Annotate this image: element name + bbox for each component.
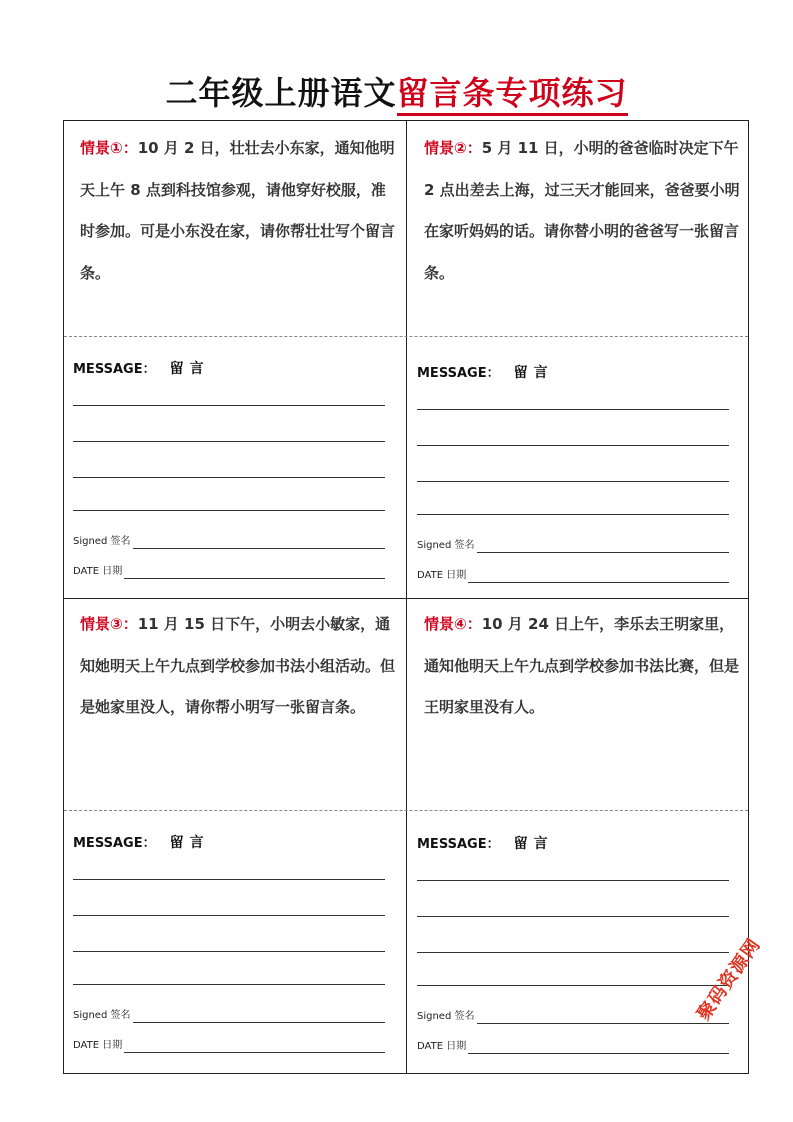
date-line[interactable] xyxy=(468,572,729,583)
signed-row[interactable] xyxy=(73,1009,385,1023)
message-header xyxy=(417,363,729,383)
writing-line[interactable] xyxy=(73,510,385,511)
message-cn-label: 留言 xyxy=(513,365,554,381)
date-row[interactable] xyxy=(73,565,385,579)
signed-row[interactable] xyxy=(417,1010,729,1024)
writing-line[interactable] xyxy=(73,915,385,916)
message-label: MESSAGE： xyxy=(73,836,156,851)
page-title xyxy=(0,68,793,114)
date-label: DATE 日期 xyxy=(417,1041,467,1052)
message-box-2 xyxy=(417,363,729,583)
message-cn-label: 留言 xyxy=(169,361,210,377)
scene-2-label: 情景②： xyxy=(424,139,482,157)
message-box-1 xyxy=(73,359,385,579)
signed-line[interactable] xyxy=(477,1013,730,1024)
message-cn-label: 留言 xyxy=(513,836,554,852)
date-label: DATE 日期 xyxy=(73,566,123,577)
writing-line[interactable] xyxy=(73,477,385,478)
writing-line[interactable] xyxy=(417,952,729,953)
writing-line[interactable] xyxy=(417,985,729,986)
dashed-divider-bottom xyxy=(64,810,748,811)
writing-line[interactable] xyxy=(73,984,385,985)
writing-line[interactable] xyxy=(73,405,385,406)
signed-label: Signed 签名 xyxy=(417,540,475,551)
message-label: MESSAGE： xyxy=(417,837,500,852)
vertical-divider xyxy=(406,121,407,1073)
signed-label: Signed 签名 xyxy=(73,536,131,547)
title-main: 二年级上册语文 xyxy=(165,74,397,112)
dashed-divider-top xyxy=(64,336,748,337)
date-line[interactable] xyxy=(468,1043,729,1054)
signed-label: Signed 签名 xyxy=(417,1011,475,1022)
signed-line[interactable] xyxy=(133,1012,386,1023)
writing-line[interactable] xyxy=(417,880,729,881)
horizontal-divider xyxy=(64,598,748,599)
message-cn-label: 留言 xyxy=(169,835,210,851)
date-label: DATE 日期 xyxy=(73,1040,123,1051)
date-label: DATE 日期 xyxy=(417,570,467,581)
date-row[interactable] xyxy=(73,1039,385,1053)
message-label: MESSAGE： xyxy=(417,366,500,381)
writing-line[interactable] xyxy=(73,951,385,952)
watermark: 聚码资源网 xyxy=(693,934,765,1025)
writing-line[interactable] xyxy=(73,879,385,880)
scene-2-text: 5 月 11 日，小明的爸爸临时决定下午 2 点出差去上海，过三天才能回来，爸爸要小明在家听妈妈的话。请你替小明的爸爸写一张留言条。 xyxy=(424,139,740,282)
writing-line[interactable] xyxy=(417,514,729,515)
message-box-3 xyxy=(73,833,385,1053)
message-header xyxy=(73,833,385,853)
scene-3 xyxy=(80,604,396,729)
date-row[interactable] xyxy=(417,569,729,583)
scene-2 xyxy=(424,128,742,294)
date-line[interactable] xyxy=(124,1042,385,1053)
signed-label: Signed 签名 xyxy=(73,1010,131,1021)
scene-4-label: 情景④： xyxy=(424,615,482,633)
writing-line[interactable] xyxy=(417,916,729,917)
scene-3-label: 情景③： xyxy=(80,615,138,633)
scene-4 xyxy=(424,604,742,729)
signed-line[interactable] xyxy=(477,542,730,553)
message-box-4 xyxy=(417,834,729,1054)
message-header xyxy=(417,834,729,854)
scene-4-text: 10 月 24 日上午，李乐去王明家里，通知他明天上午九点到学校参加书法比赛，但是王明家里没有人。 xyxy=(424,615,740,716)
scene-1-text: 10 月 2 日，壮壮去小东家，通知他明天上午 8 点到科技馆参观，请他穿好校服，准时参加。可是小东没在家，请你帮壮壮写个留言条。 xyxy=(80,139,396,282)
writing-line[interactable] xyxy=(417,481,729,482)
scene-3-text: 11 月 15 日下午，小明去小敏家，通知她明天上午九点到学校参加书法小组活动。但是她家里没人，请你帮小明写一张留言条。 xyxy=(80,615,396,716)
writing-line[interactable] xyxy=(417,445,729,446)
worksheet-grid xyxy=(63,120,749,1074)
scene-1-label: 情景①： xyxy=(80,139,138,157)
date-line[interactable] xyxy=(124,568,385,579)
date-row[interactable] xyxy=(417,1040,729,1054)
writing-line[interactable] xyxy=(73,441,385,442)
signed-row[interactable] xyxy=(73,535,385,549)
writing-line[interactable] xyxy=(417,409,729,410)
signed-line[interactable] xyxy=(133,538,386,549)
title-highlight: 留言条专项练习 xyxy=(397,74,628,116)
signed-row[interactable] xyxy=(417,539,729,553)
scene-1 xyxy=(80,128,396,294)
message-label: MESSAGE： xyxy=(73,362,156,377)
message-header xyxy=(73,359,385,379)
